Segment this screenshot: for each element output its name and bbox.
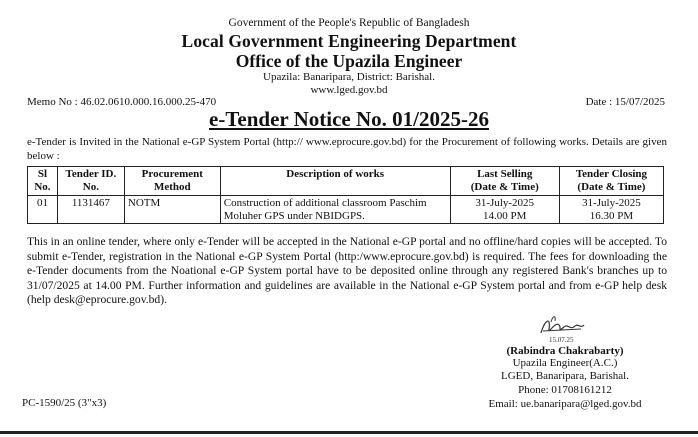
table-row bbox=[28, 196, 664, 224]
bottom-border bbox=[0, 431, 698, 434]
office-website: www.lged.gov.bd bbox=[310, 84, 388, 96]
department-name: Local Government Engineering Department bbox=[181, 31, 517, 51]
intro-paragraph: e-Tender is Invited in the National e-GP System Portal (http:// www.eprocure.gov.bd) for the Procurement of following works. Details are given below : bbox=[27, 136, 667, 162]
memo-number: Memo No : 46.02.0610.000.16.000.25-470 bbox=[27, 96, 217, 108]
office-name: Office of the Upazila Engineer bbox=[235, 51, 463, 71]
notice-title: e-Tender Notice No. 01/2025-26 bbox=[209, 107, 489, 131]
cell-sl: 01 bbox=[28, 196, 58, 224]
notice-date: Date : 15/07/2025 bbox=[585, 96, 665, 108]
cell-last-selling: 31-July-2025 14.00 PM bbox=[450, 196, 559, 224]
cell-description: Construction of additional classroom Paschim Moluher GPS under NBIDGPS. bbox=[220, 196, 450, 224]
handwritten-signature bbox=[537, 311, 587, 345]
tender-table bbox=[27, 166, 664, 224]
cell-tender-id: 1131467 bbox=[57, 196, 124, 224]
header-tender-closing: Tender Closing (Date & Time) bbox=[559, 167, 663, 196]
signer-email: Email: ue.banaripara@lged.gov.bd bbox=[488, 398, 642, 410]
pc-number: PC-1590/25 (3"x3) bbox=[22, 397, 107, 409]
signer-designation: Upazila Engineer(A.C.) bbox=[512, 357, 618, 369]
signer-phone: Phone: 01708161212 bbox=[518, 384, 612, 396]
instructions-paragraph: This in an online tender, where only e-Tender will be accepted in the National e-GP portal and no offline/hard copies will be accepted. To submit e-Tender, registration in the National e-GP System Portal (http:/www.eprocure.gov.bd) is required. The fees for downloading the e-Tender documents from the Noational e-GP System portal have to be deposited online through any registered Bank's branches up to 31/07/2025 at 14.00 PM. Further information and guidelines are available in the National e-GP System portal and from e-GP help desk (help desk@eprocure.gov.bd). bbox=[27, 235, 667, 307]
office-address: Upazila: Banaripara, District: Barishal. bbox=[263, 71, 435, 83]
header-last-selling: Last Selling (Date & Time) bbox=[450, 167, 559, 196]
header-tender-id: Tender ID. No. bbox=[57, 167, 124, 196]
signer-name: (Rabindra Chakrabarty) bbox=[506, 345, 624, 357]
header-procurement-method: Procurement Method bbox=[124, 167, 220, 196]
svg-text:15.07.25: 15.07.25 bbox=[549, 336, 574, 344]
header-sl: Sl No. bbox=[28, 167, 58, 196]
signer-office: LGED, Banaripara, Barishal. bbox=[501, 370, 629, 382]
cell-tender-closing: 31-July-2025 16.30 PM bbox=[559, 196, 663, 224]
government-name: Government of the People's Republic of Bangladesh bbox=[228, 17, 470, 29]
table-header-row bbox=[28, 167, 664, 196]
cell-method: NOTM bbox=[124, 196, 220, 224]
header-description: Description of works bbox=[220, 167, 450, 196]
